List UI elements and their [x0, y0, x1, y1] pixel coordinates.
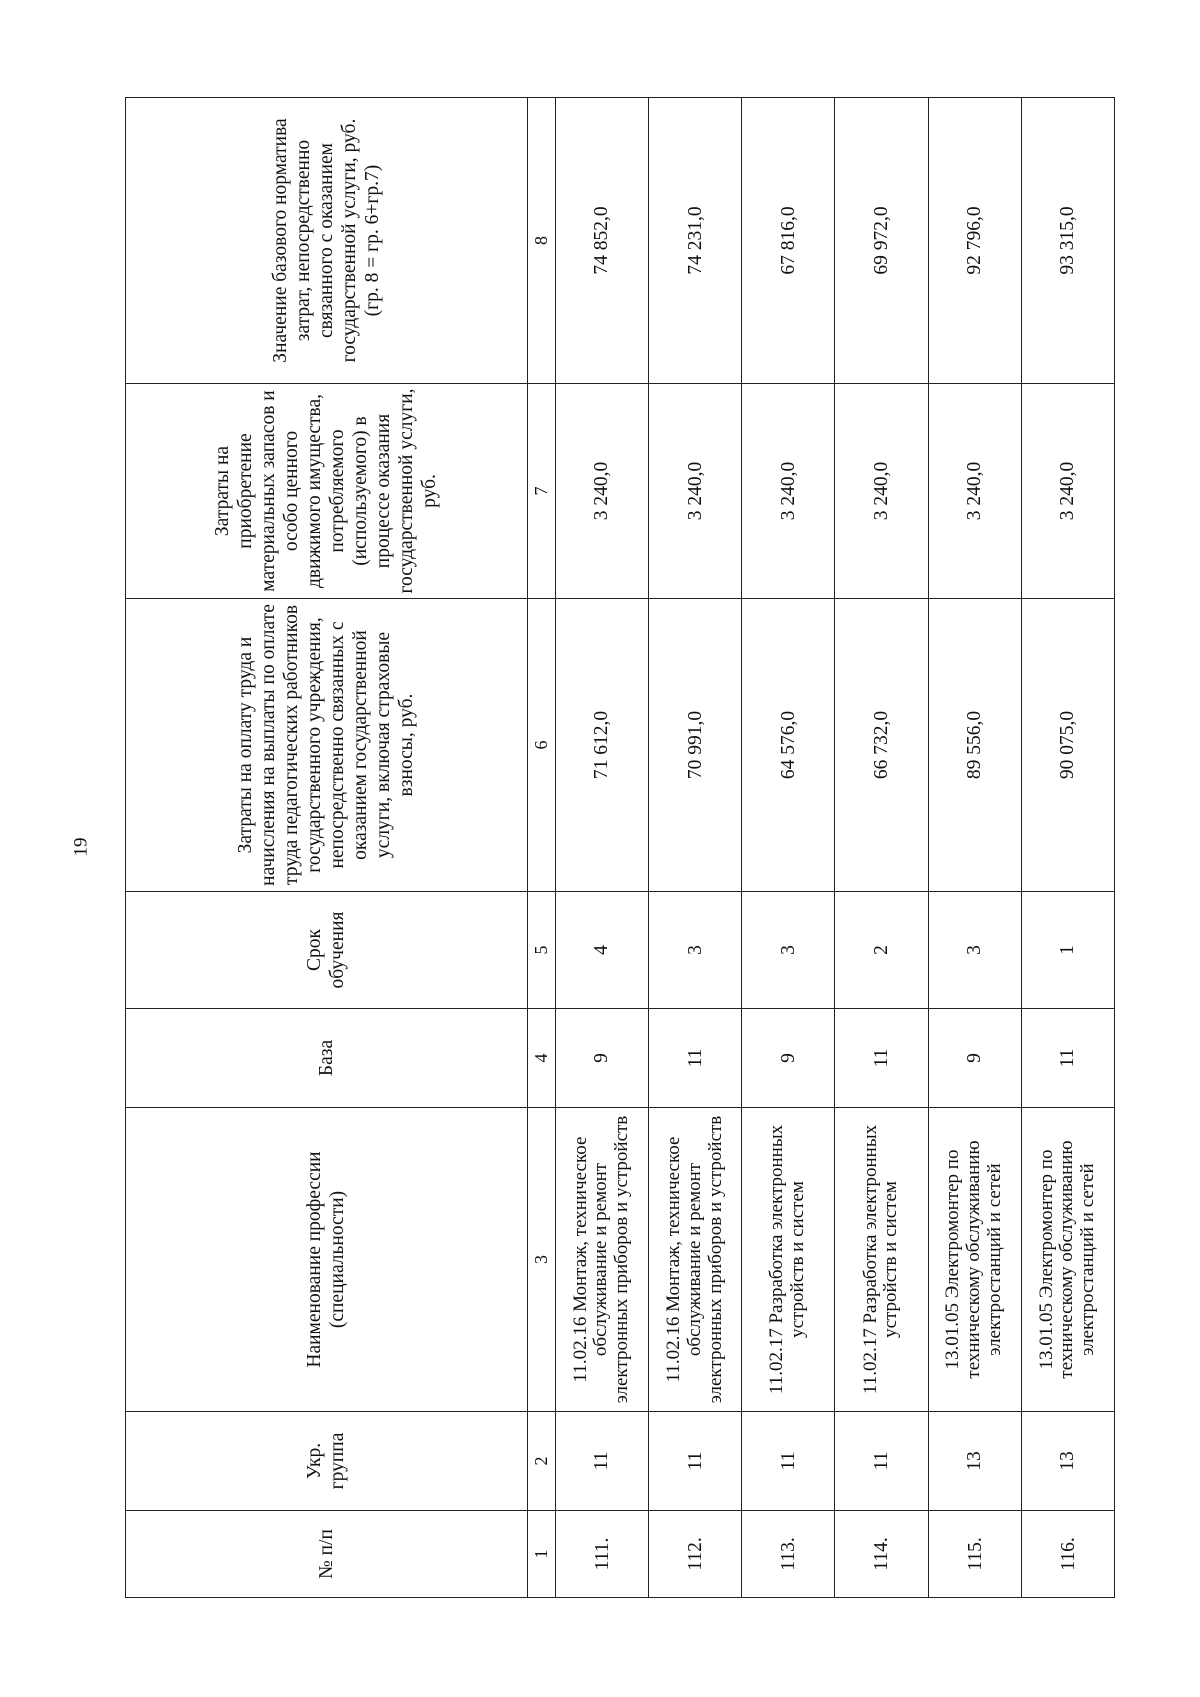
row-labor-costs: 89 556,0	[928, 599, 1021, 892]
row-duration: 4	[555, 892, 648, 1009]
row-index: 113.	[742, 1511, 835, 1598]
row-labor-costs: 90 075,0	[1021, 599, 1114, 892]
row-base: 11	[1021, 1009, 1114, 1108]
row-duration: 2	[835, 892, 928, 1009]
rotated-table-wrapper	[125, 98, 1115, 1598]
row-duration: 3	[648, 892, 741, 1009]
table-row	[555, 98, 648, 1598]
column-number: 6	[527, 599, 555, 892]
row-base-norm: 67 816,0	[742, 98, 835, 384]
cost-norms-table	[125, 97, 1115, 1598]
header-material-costs: Затраты на приобретение материальных запасов и особо ценного движимого имущества, потребляемого (используемого) в процессе оказания государственной услуги, руб.	[126, 384, 528, 599]
table-row	[835, 98, 928, 1598]
table-row	[742, 98, 835, 1598]
row-labor-costs: 71 612,0	[555, 599, 648, 892]
row-index: 111.	[555, 1511, 648, 1598]
row-material-costs: 3 240,0	[928, 384, 1021, 599]
table-row	[1021, 98, 1114, 1598]
row-base-norm: 93 315,0	[1021, 98, 1114, 384]
row-base: 9	[928, 1009, 1021, 1108]
row-labor-costs: 64 576,0	[742, 599, 835, 892]
column-number: 2	[527, 1412, 555, 1511]
row-duration: 3	[742, 892, 835, 1009]
row-duration: 3	[928, 892, 1021, 1009]
row-material-costs: 3 240,0	[648, 384, 741, 599]
row-base: 11	[648, 1009, 741, 1108]
header-base: База	[126, 1009, 528, 1108]
row-group: 11	[742, 1412, 835, 1511]
row-base-norm: 74 231,0	[648, 98, 741, 384]
column-number: 5	[527, 892, 555, 1009]
row-base: 11	[835, 1009, 928, 1108]
header-profession: Наименование профессии (специальности)	[126, 1108, 528, 1412]
row-base-norm: 92 796,0	[928, 98, 1021, 384]
header-base-norm: Значение базового норматива затрат, непосредственно связанного с оказанием государственной услуги, руб. (гр. 8 = гр. 6+гр.7)	[126, 98, 528, 384]
row-base: 9	[555, 1009, 648, 1108]
page-number: 19	[70, 837, 92, 857]
row-group: 11	[555, 1412, 648, 1511]
row-group: 13	[928, 1412, 1021, 1511]
row-base: 9	[742, 1009, 835, 1108]
header-index: № п/п	[126, 1511, 528, 1598]
column-number: 7	[527, 384, 555, 599]
row-base-norm: 69 972,0	[835, 98, 928, 384]
row-profession: 11.02.17 Разработка электронных устройств и систем	[835, 1108, 928, 1412]
row-labor-costs: 66 732,0	[835, 599, 928, 892]
column-number: 3	[527, 1108, 555, 1412]
row-profession: 11.02.16 Монтаж, техническое обслуживание и ремонт электронных приборов и устройств	[648, 1108, 741, 1412]
column-number: 4	[527, 1009, 555, 1108]
table-row	[648, 98, 741, 1598]
row-index: 112.	[648, 1511, 741, 1598]
row-labor-costs: 70 991,0	[648, 599, 741, 892]
row-profession: 13.01.05 Электромонтер по техническому обслуживанию электростанций и сетей	[1021, 1108, 1114, 1412]
row-group: 11	[648, 1412, 741, 1511]
row-material-costs: 3 240,0	[1021, 384, 1114, 599]
row-material-costs: 3 240,0	[835, 384, 928, 599]
row-group: 11	[835, 1412, 928, 1511]
header-labor-costs: Затраты на оплату труда и начисления на выплаты по оплате труда педагогических работников государственного учреждения, непосредственно связанных с оказанием государственной услуги, включая страховые взносы, руб.	[126, 599, 528, 892]
row-profession: 11.02.17 Разработка электронных устройств и систем	[742, 1108, 835, 1412]
header-duration: Срок обучения	[126, 892, 528, 1009]
header-group: Укр. группа	[126, 1412, 528, 1511]
header-row	[126, 98, 528, 1598]
row-base-norm: 74 852,0	[555, 98, 648, 384]
row-group: 13	[1021, 1412, 1114, 1511]
column-number: 1	[527, 1511, 555, 1598]
column-number-row	[527, 98, 555, 1598]
row-index: 116.	[1021, 1511, 1114, 1598]
row-index: 115.	[928, 1511, 1021, 1598]
row-material-costs: 3 240,0	[742, 384, 835, 599]
row-profession: 13.01.05 Электромонтер по техническому обслуживанию электростанций и сетей	[928, 1108, 1021, 1412]
row-index: 114.	[835, 1511, 928, 1598]
row-profession: 11.02.16 Монтаж, техническое обслуживание и ремонт электронных приборов и устройств	[555, 1108, 648, 1412]
row-material-costs: 3 240,0	[555, 384, 648, 599]
table-row	[928, 98, 1021, 1598]
row-duration: 1	[1021, 892, 1114, 1009]
column-number: 8	[527, 98, 555, 384]
